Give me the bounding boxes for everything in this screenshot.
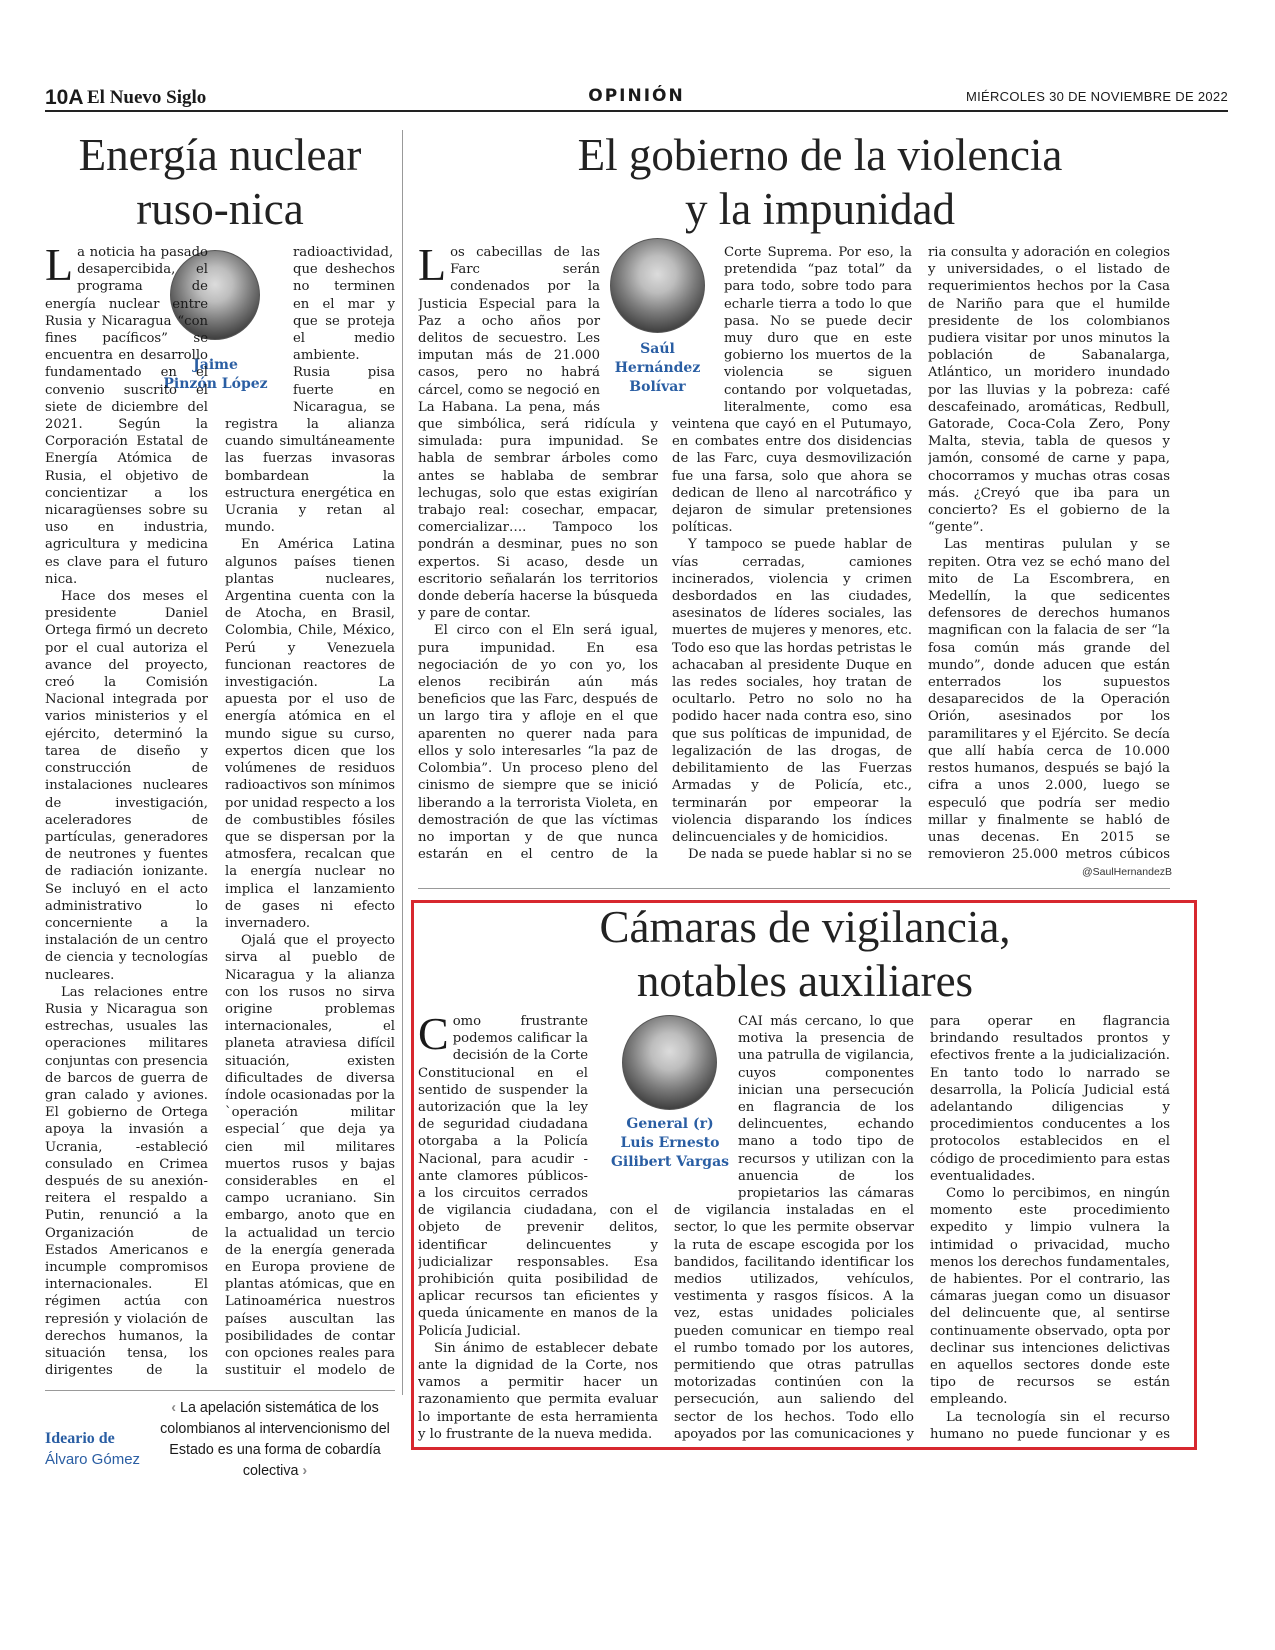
article-column: radioactividad, que deshechos no terminen en el mar y que se proteja el medio ambiente. Rusia pisa fuerte en Nicaragua, se registra la alianza cuando simultáneamente las fuerzas invasoras bombardean la estructura energética en Ucrania y retan al mundo. En América Latina algunos países tienen plantas nucleares, Argentina cuenta con la de Atocha, en Brasil, Colombia, Chile, México, Perú y Venezuela funcionan reactores de investigación. La apuesta por el uso de energía atómica en el mundo sigue su curso, expertos dicen que los volúmenes de residuos radioactivos son mínimos por unidad respecto a los de combustibles fósiles que se dispersan por la atmosfera, recalcan que la energía nuclear no implica el lanzamiento de gases ni efecto invernadero. Ojalá que el proyecto sirva al pueblo de Nicaragua y la alianza con los rusos no sirva origine problemas internacionales, el planeta atraviesa difícil situación, existen dificultades de diversa índole ocasionadas por la `operación militar especial´ que deja ya cien mil militares muertos rusos y bajas considerables en el campo ucraniano. Sin embargo, anoto que en la actualidad un tercio de la energía generada en Europa proviene de plantas atómicas, que en Latinoamérica nuestros países auscultan las posibilidades de contar con opciones reales para sustituir el modelo de <box>225 245 395 1379</box>
article-column: ria consulta y adoración en colegios y universidades, o el listado de requerimientos hechos por la Casa de Nariño para que el humilde presidente de los colombianos pudiera visitar por unos minutos la población de Sabanalarga, Atlántico, un moridero inundado por las lluvias y la pobreza: café descafeinado, aromáticas, Redbull, Gatorade, Coca-Cola Zero, Pony Malta, stevia, tabla de quesos y jamón, consomé de carne y papa, chocorramos y muchas otras cosas más. ¿Creyó que iba para un concierto? Es el gobierno de la “gente”. Las mentiras pululan y se repiten. Otra vez se echó mano del mito de La Escombrera, en Medellín, la que sedicentes defensores de derechos humanos magnifican con la falacia de ser “la fosa común más grande del mundo”, donde aducen que están enterrados los supuestos desaparecidos de la Operación Orión, asesinados por los paramilitares y el Ejército. Se decía que allí había cerca de 10.000 restos humanos, después se bajó la cifra a unos 2.000, luego se especuló que podría ser medio millar y finalmente se habló de unas decenas. En 2015 se removieron 25.000 metros cúbicos <box>928 245 1170 863</box>
ideario-label: Ideario de Álvaro Gómez <box>45 1430 141 1468</box>
divider <box>45 1390 395 1391</box>
section-title: OPINIÓN <box>588 86 685 106</box>
article-column: Corte Suprema. Por eso, la pretendida “paz total” da para todo, sobre todo para echarle tierra a todo lo que pasa. No se puede decir muy duro que en este gobierno los muertos de la violencia se siguen contando por volquetadas, literalmente, como esa veintena que cayó en el Putumayo, en combates entre dos disidencias de las Farc, cuya desmovilización fue una farsa, solo que ahora se dedican de lleno al narcotráfico y dejaron de simular pretensiones políticas. Y tampoco se puede hablar de vías cerradas, camiones incinerados, violencia y crimen desbordados en las ciudades, asesinatos de líderes sociales, las muertes de mujeres y menores, etc. Todo eso que las hordas petristas le achacaban al presidente Duque en las redes sociales, hoy tratan de ocultarlo. Petro no solo no ha podido hacer nada contra eso, sino que sus políticas de impunidad, de legalización de las drogas, de debilitamiento de las Fuerzas Armadas y de Policía, etc., terminarán por empeorar la violencia disparando los índices delincuenciales y de homicidios. De nada se puede hablar si no se <box>672 245 912 863</box>
page-number: 10A <box>45 86 84 109</box>
author-handle: @SaulHernandezB <box>1082 866 1173 878</box>
issue-date: MIÉRCOLES 30 DE NOVIEMBRE DE 2022 <box>965 89 1228 104</box>
drop-cap: L <box>418 244 447 290</box>
drop-cap: C <box>418 1013 449 1059</box>
ideario-quote: ‹ La apelación sistemática de los colombianos al intervencionismo del Estado es una forma de cobardía colectiva › <box>160 1400 390 1479</box>
article-title: Cámaras de vigilancia, notables auxiliares <box>599 902 1011 1006</box>
article-column: Los cabecillas de las Farc serán condenados por la Justicia Especial para la Paz a ocho años por delitos de secuestro. Les imputan más de 21.000 casos, pero no habrá cárcel, como se negoció en La Habana. La pena, más que simbólica, será ridícula y simulada: pura impunidad. Se habla de sembrar árboles como antes se hablaba de sembrar lechugas, solo que estas exigirían trabajo real: cosechar, empacar, comercializar…. Tampoco los pondrán a desminar, pues no son expertos. Si acaso, desde un escritorio señalarán los territorios donde debería hacerse la búsqueda y pare de contar. El circo con el Eln será igual, pura impunidad. En esa negociación de yo con yo, los elenos recibirán aún más beneficios que las Farc, después de un largo tira y afloje en el que aparenten no querer nada para ellos y solo interesarles “la paz de Colombia”. Un proceso pleno del cinismo de siempre que se inició liberando a la terrorista Violeta, en demostración de que las víctimas no importan y de que nunca estarán en el centro de la <box>418 244 658 863</box>
column-divider <box>402 130 403 1395</box>
page-header <box>45 86 1228 112</box>
author-name: Jaime Pinzón López <box>163 357 268 392</box>
author-name: General (r) Luis Ernesto Gilibert Vargas <box>610 1116 730 1170</box>
article-column: La noticia ha pasado desapercibida, el programa de energía nuclear entre Rusia y Nicaragua “con fines pacíficos” se encuentra en desarrollo fundamentado en el convenio suscrito el siete de diciembre del 2021. Según la Corporación Estatal de Energía Atómica de Rusia, el objetivo de concientizar a los nicaragüenses sobre su uso en industria, agricultura y medicina es clave para el futuro nica. Hace dos meses el presidente Daniel Ortega firmó un decreto por el cual autoriza el avance del proyecto, creó la Comisión Nacional integrada por varios ministerios y el ejército, determinó la tarea de diseño y construcción de instalaciones nucleares de investigación, aceleradores de partículas, generadores de neutrones y fuentes de radiación ionizante. Se incluyó en el acto administrativo lo concerniente a la instalación de un centro de ciencia y tecnologías nucleares. Las relaciones entre Rusia y Nicaragua son estrechas, usuales las operaciones militares conjuntas con presencia de barcos de guerra de gran calado y aviones. El gobierno de Ortega apoya la invasión a Ucrania, -estableció consulado en Crimea después de su anexión- reitera el respaldo a Putin, renunció a la Organización de Estados Americanos e incumple compromisos internacionales. El régimen actúa con represión y violación de derechos humanos, la situación tensa, los dirigentes de la <box>45 244 208 1379</box>
masthead: El Nuevo Siglo <box>87 87 207 108</box>
article-column: Como frustrante podemos calificar la decisión de la Corte Constitucional en el sentido de suspender la autorización que la ley de seguridad ciudadana otorgaba a la Policía Nacional, para acudir -ante clamores públicos- a los circuitos cerrados de vigilancia ciudadana, con el objeto de prevenir delitos, identificar delincuentes y judicializar responsables. Esa prohibición quita posibilidad de aplicar recursos tan eficientes y queda únicamente en manos de la Policía Judicial. Sin ánimo de establecer debate ante la dignidad de la Corte, nos vamos a permitir hacer un razonamiento que permita evaluar lo importante de esta herramienta y lo frustrante de la nueva medida. <box>418 1013 658 1441</box>
article-title: El gobierno de la violencia y la impunidad <box>577 130 1063 234</box>
article-column: para operar en flagrancia brindando resultados prontos y efectivos frente a la judicialización. En tanto todo lo narrado se desarrolla, la Policía Judicial está adelantando diligencias y procedimientos conducentes a los protocolos establecidos en el código de procedimiento para estas eventualidades. Como lo percibimos, en ningún momento este procedimiento expedito y limpio vulnera la intimidad o privacidad, mucho menos los derechos fundamentales, de habientes. Por el contrario, las cámaras juegan como un disuasor del delincuente que, al sentirse continuamente observado, opta por declinar sus intenciones delictivas en aquellos sectores donde este tipo de recursos se están empleando. La tecnología sin el recurso humano no puede funcionar y es <box>930 1014 1170 1441</box>
article-title: Energía nuclear ruso-nica <box>78 130 362 234</box>
drop-cap: L <box>45 244 74 290</box>
author-name: Saúl Hernández Bolívar <box>614 341 701 395</box>
ideario-box <box>45 1398 390 1498</box>
divider <box>418 888 1170 889</box>
article-column: CAI más cercano, lo que motiva la presencia de una patrulla de vigilancia, cuyos componentes inician una persecución en flagrancia de los delincuentes, echando mano a todo tipo de recursos y utilizan con la anuencia de los propietarios las cámaras de vigilancia instaladas en el sector, lo que les permite observar la ruta de escape escogida por los bandidos, facilitando identificar los medios utilizados, vehículos, vestimenta y rasgos físicos. A la vez, estas unidades policiales pueden comunicar en tiempo real el rumbo tomado por los autores, permitiendo que otras patrullas motorizadas continúen con la persecución, aun saliendo del sector de los hechos. Todo ello apoyados por las comunicaciones y <box>674 1014 914 1441</box>
